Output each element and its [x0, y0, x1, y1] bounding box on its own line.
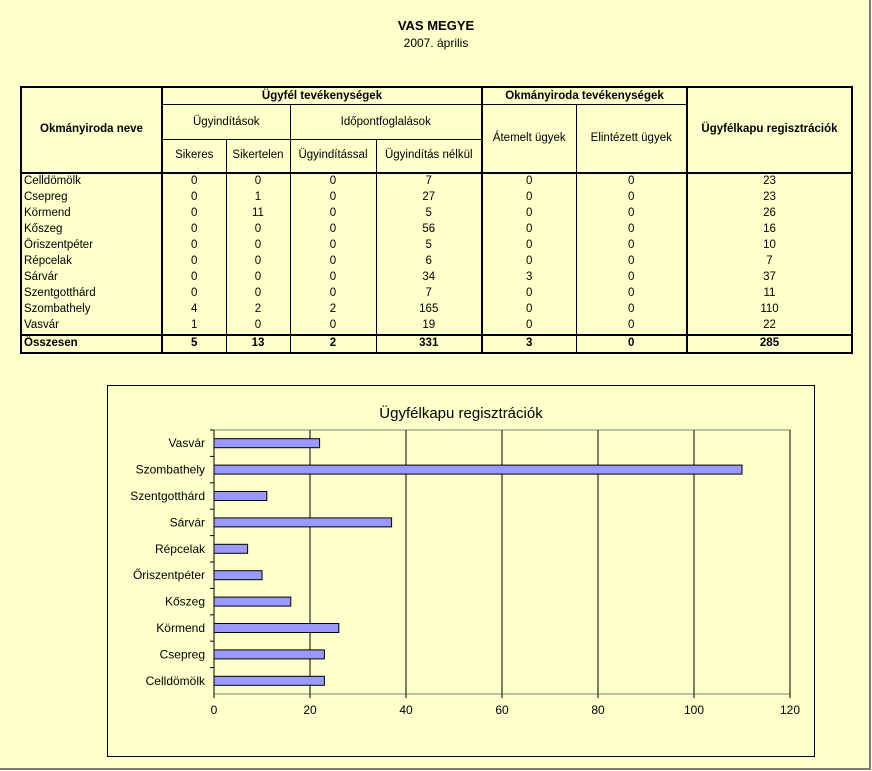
bar-körmend	[214, 624, 339, 633]
cell-registrations: 11	[687, 286, 852, 302]
table-row	[21, 238, 852, 254]
y-tick-label: Csepreg	[159, 647, 205, 662]
bar-sárvár	[214, 518, 392, 527]
header-without-initiation: Ügyindítás nélkül	[376, 140, 482, 173]
cell-successful: 4	[162, 302, 226, 318]
header-failed: Sikertelen	[226, 140, 290, 173]
x-tick-label: 20	[303, 703, 317, 717]
cell-with-initiation: 0	[290, 286, 376, 302]
x-tick-label: 40	[399, 703, 413, 717]
cell-transferred: 0	[482, 302, 576, 318]
cell-successful: 0	[162, 222, 226, 238]
header-office-activities: Okmányiroda tevékenységek	[482, 87, 687, 105]
bar-répcelak	[214, 544, 248, 553]
cell-failed: 13	[226, 335, 290, 353]
cell-without-initiation: 56	[376, 222, 482, 238]
cell-without-initiation: 331	[376, 335, 482, 353]
cell-completed: 0	[576, 222, 687, 238]
cell-transferred: 3	[482, 270, 576, 286]
cell-successful: 5	[162, 335, 226, 353]
chart-title: Ügyfélkapu regisztrációk	[379, 405, 543, 422]
header-office-name: Okmányiroda neve	[21, 87, 162, 173]
header-appointments: Időpontfoglalások	[290, 105, 482, 140]
cell-office-name: Kőszeg	[21, 222, 162, 238]
page-subtitle: 2007. április	[403, 36, 469, 50]
cell-without-initiation: 7	[376, 286, 482, 302]
cell-office-name: Sárvár	[21, 270, 162, 286]
bar-kőszeg	[214, 597, 291, 606]
cell-completed: 0	[576, 173, 687, 190]
header-successful: Sikeres	[162, 140, 226, 173]
cell-registrations: 22	[687, 318, 852, 335]
page-title: VAS MEGYE	[397, 18, 475, 33]
cell-transferred: 0	[482, 222, 576, 238]
header-client-activities: Ügyfél tevékenységek	[162, 87, 482, 105]
cell-registrations: 7	[687, 254, 852, 270]
bar-csepreg	[214, 650, 324, 659]
bar-vasvár	[214, 439, 320, 448]
table-row	[21, 254, 852, 270]
cell-failed: 0	[226, 222, 290, 238]
y-tick-label: Celldömölk	[145, 673, 205, 688]
cell-failed: 0	[226, 173, 290, 190]
cell-with-initiation: 2	[290, 335, 376, 353]
cell-with-initiation: 0	[290, 238, 376, 254]
y-tick-label: Körmend	[156, 621, 205, 635]
cell-registrations: 110	[687, 302, 852, 318]
cell-without-initiation: 5	[376, 206, 482, 222]
cell-failed: 1	[226, 190, 290, 206]
cell-completed: 0	[576, 190, 687, 206]
cell-office-name: Őriszentpéter	[21, 238, 162, 254]
cell-completed: 0	[576, 238, 687, 254]
cell-registrations: 16	[687, 222, 852, 238]
y-tick-label: Sárvár	[169, 515, 205, 530]
table-row	[21, 222, 852, 238]
cell-registrations: 26	[687, 206, 852, 222]
cell-registrations: 37	[687, 270, 852, 286]
y-tick-label: Szombathely	[135, 462, 205, 477]
cell-with-initiation: 0	[290, 222, 376, 238]
cell-with-initiation: 0	[290, 270, 376, 286]
x-tick-label: 60	[495, 703, 509, 717]
cell-successful: 0	[162, 206, 226, 222]
cell-successful: 0	[162, 270, 226, 286]
cell-with-initiation: 2	[290, 302, 376, 318]
x-tick-label: 0	[210, 703, 218, 717]
cell-completed: 0	[576, 335, 687, 353]
cell-failed: 2	[226, 302, 290, 318]
cell-without-initiation: 27	[376, 190, 482, 206]
cell-without-initiation: 7	[376, 173, 482, 190]
cell-with-initiation: 0	[290, 318, 376, 335]
header-with-initiation: Ügyindítással	[290, 140, 376, 173]
cell-successful: 0	[162, 238, 226, 254]
bar-celldömölk	[214, 676, 324, 685]
statistics-table	[20, 86, 853, 354]
cell-office-name: Szombathely	[21, 302, 162, 318]
y-tick-label: Répcelak	[154, 541, 205, 556]
cell-with-initiation: 0	[290, 190, 376, 206]
table-row	[21, 173, 852, 190]
cell-successful: 0	[162, 254, 226, 270]
cell-transferred: 0	[482, 190, 576, 206]
cell-transferred: 0	[482, 238, 576, 254]
cell-transferred: 0	[482, 206, 576, 222]
cell-transferred: 0	[482, 254, 576, 270]
cell-office-name: Szentgotthárd	[21, 286, 162, 302]
cell-successful: 0	[162, 286, 226, 302]
cell-successful: 1	[162, 318, 226, 335]
cell-with-initiation: 0	[290, 206, 376, 222]
table-row	[21, 190, 852, 206]
cell-office-name: Csepreg	[21, 190, 162, 206]
cell-completed: 0	[576, 318, 687, 335]
cell-registrations: 23	[687, 173, 852, 190]
cell-transferred: 0	[482, 286, 576, 302]
cell-registrations: 23	[687, 190, 852, 206]
bar-szombathely	[214, 465, 742, 474]
cell-without-initiation: 6	[376, 254, 482, 270]
header-completed-cases: Elintézett ügyek	[576, 105, 687, 173]
cell-completed: 0	[576, 270, 687, 286]
cell-successful: 0	[162, 173, 226, 190]
cell-failed: 11	[226, 206, 290, 222]
header-client-gate-registrations: Ügyfélkapu regisztrációk	[687, 87, 852, 173]
cell-with-initiation: 0	[290, 254, 376, 270]
bar-szentgotthárd	[214, 492, 267, 501]
cell-completed: 0	[576, 302, 687, 318]
cell-without-initiation: 165	[376, 302, 482, 318]
cell-failed: 0	[226, 270, 290, 286]
cell-failed: 0	[226, 286, 290, 302]
header-transferred-cases: Átemelt ügyek	[482, 105, 576, 173]
cell-failed: 0	[226, 254, 290, 270]
cell-completed: 0	[576, 206, 687, 222]
cell-completed: 0	[576, 254, 687, 270]
table-row	[21, 270, 852, 286]
table-row	[21, 318, 852, 335]
x-tick-label: 80	[591, 703, 605, 717]
cell-without-initiation: 5	[376, 238, 482, 254]
cell-successful: 0	[162, 190, 226, 206]
cell-transferred: 0	[482, 318, 576, 335]
registrations-chart	[107, 385, 815, 757]
y-tick-label: Kőszeg	[164, 594, 205, 609]
cell-registrations: 10	[687, 238, 852, 254]
cell-registrations: 285	[687, 335, 852, 353]
cell-transferred: 0	[482, 173, 576, 190]
cell-office-name: Vasvár	[21, 318, 162, 335]
cell-office-name: Répcelak	[21, 254, 162, 270]
cell-without-initiation: 34	[376, 270, 482, 286]
cell-office-name: Körmend	[21, 206, 162, 222]
cell-completed: 0	[576, 286, 687, 302]
cell-office-name: Celldömölk	[21, 173, 162, 190]
x-tick-label: 120	[779, 703, 801, 717]
chart-canvas	[108, 386, 814, 756]
table-row	[21, 302, 852, 318]
header-initiations: Ügyindítások	[162, 105, 290, 140]
cell-with-initiation: 0	[290, 173, 376, 190]
y-tick-label: Őriszentpéter	[132, 568, 205, 583]
cell-failed: 0	[226, 318, 290, 335]
bar-őriszentpéter	[214, 571, 262, 580]
cell-failed: 0	[226, 238, 290, 254]
cell-without-initiation: 19	[376, 318, 482, 335]
total-row	[21, 335, 852, 353]
table-row	[21, 286, 852, 302]
y-tick-label: Szentgotthárd	[130, 489, 205, 503]
y-tick-label: Vasvár	[168, 436, 205, 451]
cell-office-name: Összesen	[21, 335, 162, 353]
cell-transferred: 3	[482, 335, 576, 353]
table-row	[21, 206, 852, 222]
x-tick-label: 100	[683, 703, 705, 717]
